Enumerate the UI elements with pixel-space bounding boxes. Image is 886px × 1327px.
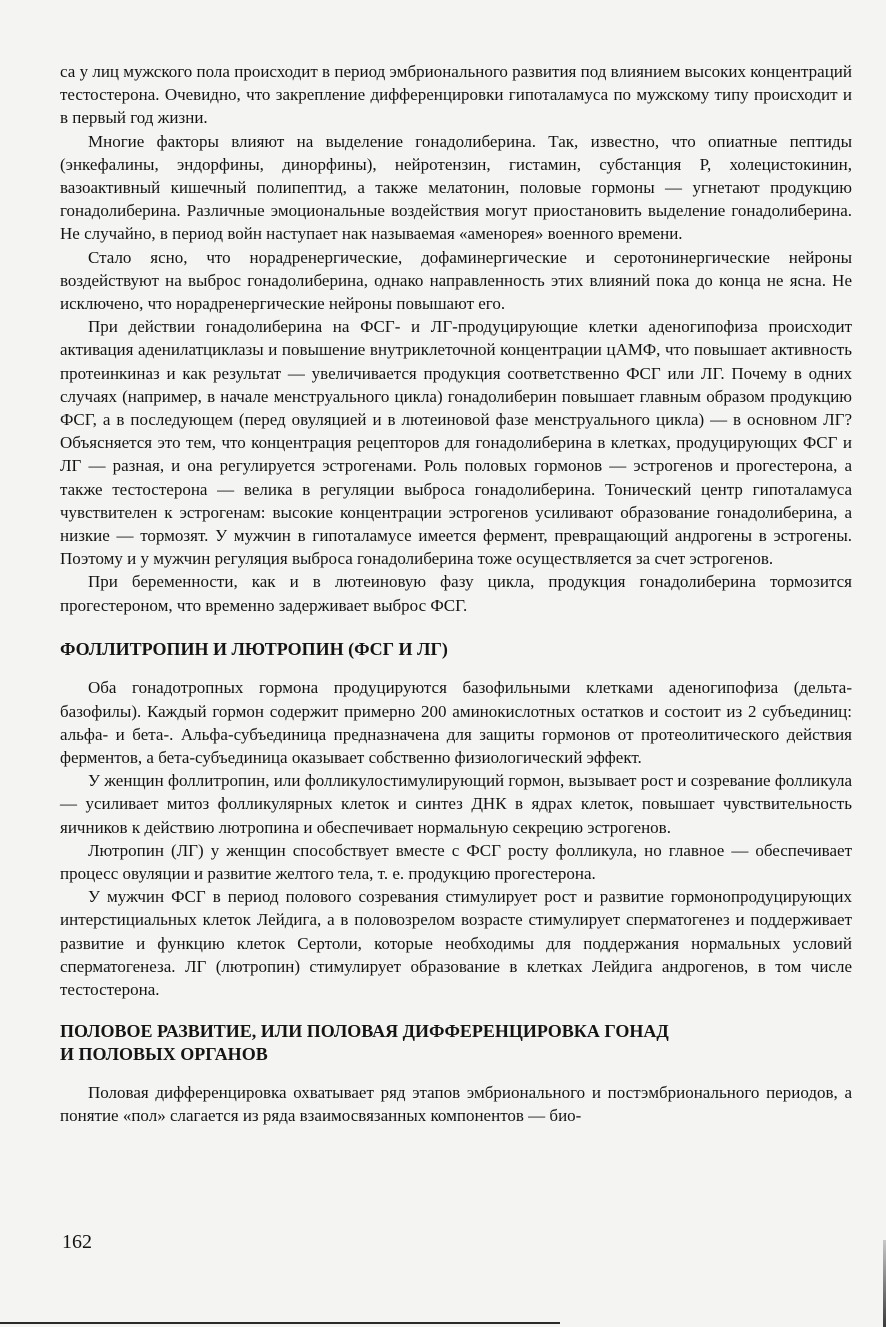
paragraph-continuation: са у лиц мужского пола происходит в период эмбрионального развития под влиянием высоких концентраций тестостерона. Очевидно, что закрепление дифференцировки гипоталамуса по мужскому типу происходит и в первый год жизни. — [60, 62, 852, 128]
bottom-scan-line — [0, 1322, 560, 1324]
paragraph-gnrh-factors: Многие факторы влияют на выделение гонадолиберина. Так, известно, что опиатные пептиды (энкефалины, эндорфины, динорфины), нейротензин, гистамин, субстанция Р, холецистокинин, вазоактивный кишечный полипептид, а также мелатонин, половые гормоны — угнетают продукцию гонадолиберина. Различные эмоциональные воздействия могут приостановить выделение гонадолиберина. Не случайно, в период войн наступает нак называемая «аменорея» военного времени. — [60, 131, 852, 244]
page-body — [60, 60, 852, 1128]
paragraph-gnrh-action: При действии гонадолиберина на ФСГ- и ЛГ-продуцирующие клетки аденогипофиза происходит активация аденилатциклазы и повышение внутриклеточной концентрации цАМФ, что повышает активность протеинкиназ и как результат — увеличивается продукция соответственно ФСГ или ЛГ. Почему в одних случаях (например, в начале менструального цикла) гонадолиберин повышает главным образом продукцию ФСГ, а в последующем (перед овуляцией и в лютеиновой фазе менструального цикла) — в основном ЛГ? Объясняется это тем, что концентрация рецепторов для гонадолиберина в клетках, продуцирующих ФСГ и ЛГ — разная, и она регулируется эстрогенами. Роль половых гормонов — эстрогенов и прогестерона, а также тестостерона — велика в регуляции выброса гонадолиберина. Тонический центр гипоталамуса чувствителен к эстрогенам: высокие концентрации эстрогенов усиливают образование гонадолиберина, а низкие — тормозят. У мужчин в гипоталамусе имеется фермент, превращающий андрогены в эстрогены. Поэтому и у мужчин регуляция выброса гонадолиберина тоже осуществляется за счет эстрогенов. — [60, 317, 852, 569]
paragraph-sex-differentiation: Половая дифференцировка охватывает ряд этапов эмбрионального и постэмбрионального периодов, а понятие «пол» слагается из ряда взаимосвязанных компонентов — био- — [60, 1083, 852, 1126]
paragraph-fsh-women: У женщин фоллитропин, или фолликулостимулирующий гормон, вызывает рост и созревание фолликула — усиливает митоз фолликулярных клеток и синтез ДНК в ядрах клеток, повышает чувствительность яичников к действию лютропина и обеспечивает нормальную секрецию эстрогенов. — [60, 771, 853, 837]
paragraph-neurons: Стало ясно, что норадренергические, дофаминергические и серотонинергические нейроны воздействуют на выброс гонадолиберина, однако направленность этих влияний пока до конца не ясна. Не исключено, что норадренергические нейроны повышают его. — [60, 247, 852, 314]
section-heading-line2: И ПОЛОВЫХ ОРГАНОВ — [60, 1043, 268, 1064]
paragraph-pregnancy: При беременности, как и в лютеиновую фазу цикла, продукция гонадолиберина тормозится прогестероном, что временно задерживает выброс ФСГ. — [60, 572, 852, 615]
paragraph-lh-women: Лютропин (ЛГ) у женщин способствует вместе с ФСГ росту фолликула, но главное — обеспечивает процесс овуляции и развитие желтого тела, т. е. продукцию прогестерона. — [60, 840, 852, 883]
section-heading-fsh-lh: ФОЛЛИТРОПИН И ЛЮТРОПИН (ФСГ И ЛГ) — [60, 638, 448, 659]
paragraph-gonadotropins: Оба гонадотропных гормона продуцируются базофильными клетками аденогипофиза (дельта-базофилы). Каждый гормон содержит примерно 200 аминокислотных остатков и состоит из 2 субъединиц: альфа- и бета-. Альфа-субъединица предназначена для защиты гормонов от протеолитического действия ферментов, а бета-субъединица оказывает собственно физиологический эффект. — [60, 678, 852, 767]
section-heading-sexual-development — [60, 1020, 852, 1065]
section-heading-line1: ПОЛОВОЕ РАЗВИТИЕ, ИЛИ ПОЛОВАЯ ДИФФЕРЕНЦИРОВКА ГОНАД — [60, 1021, 669, 1042]
paragraph-fsh-men: У мужчин ФСГ в период полового созревания стимулирует рост и развитие гормонопродуцирующих интерстициальных клеток Лейдига, а в половозрелом возрасте стимулирует сперматогенез и поддерживает развитие и функцию клеток Сертоли, которые необходимы для поддержания нормальных условий сперматогенеза. ЛГ (лютропин) стимулирует образование в клетках Лейдига андрогенов, в том числе тестостерона. — [60, 887, 852, 1000]
page-number: 162 — [62, 1231, 92, 1253]
